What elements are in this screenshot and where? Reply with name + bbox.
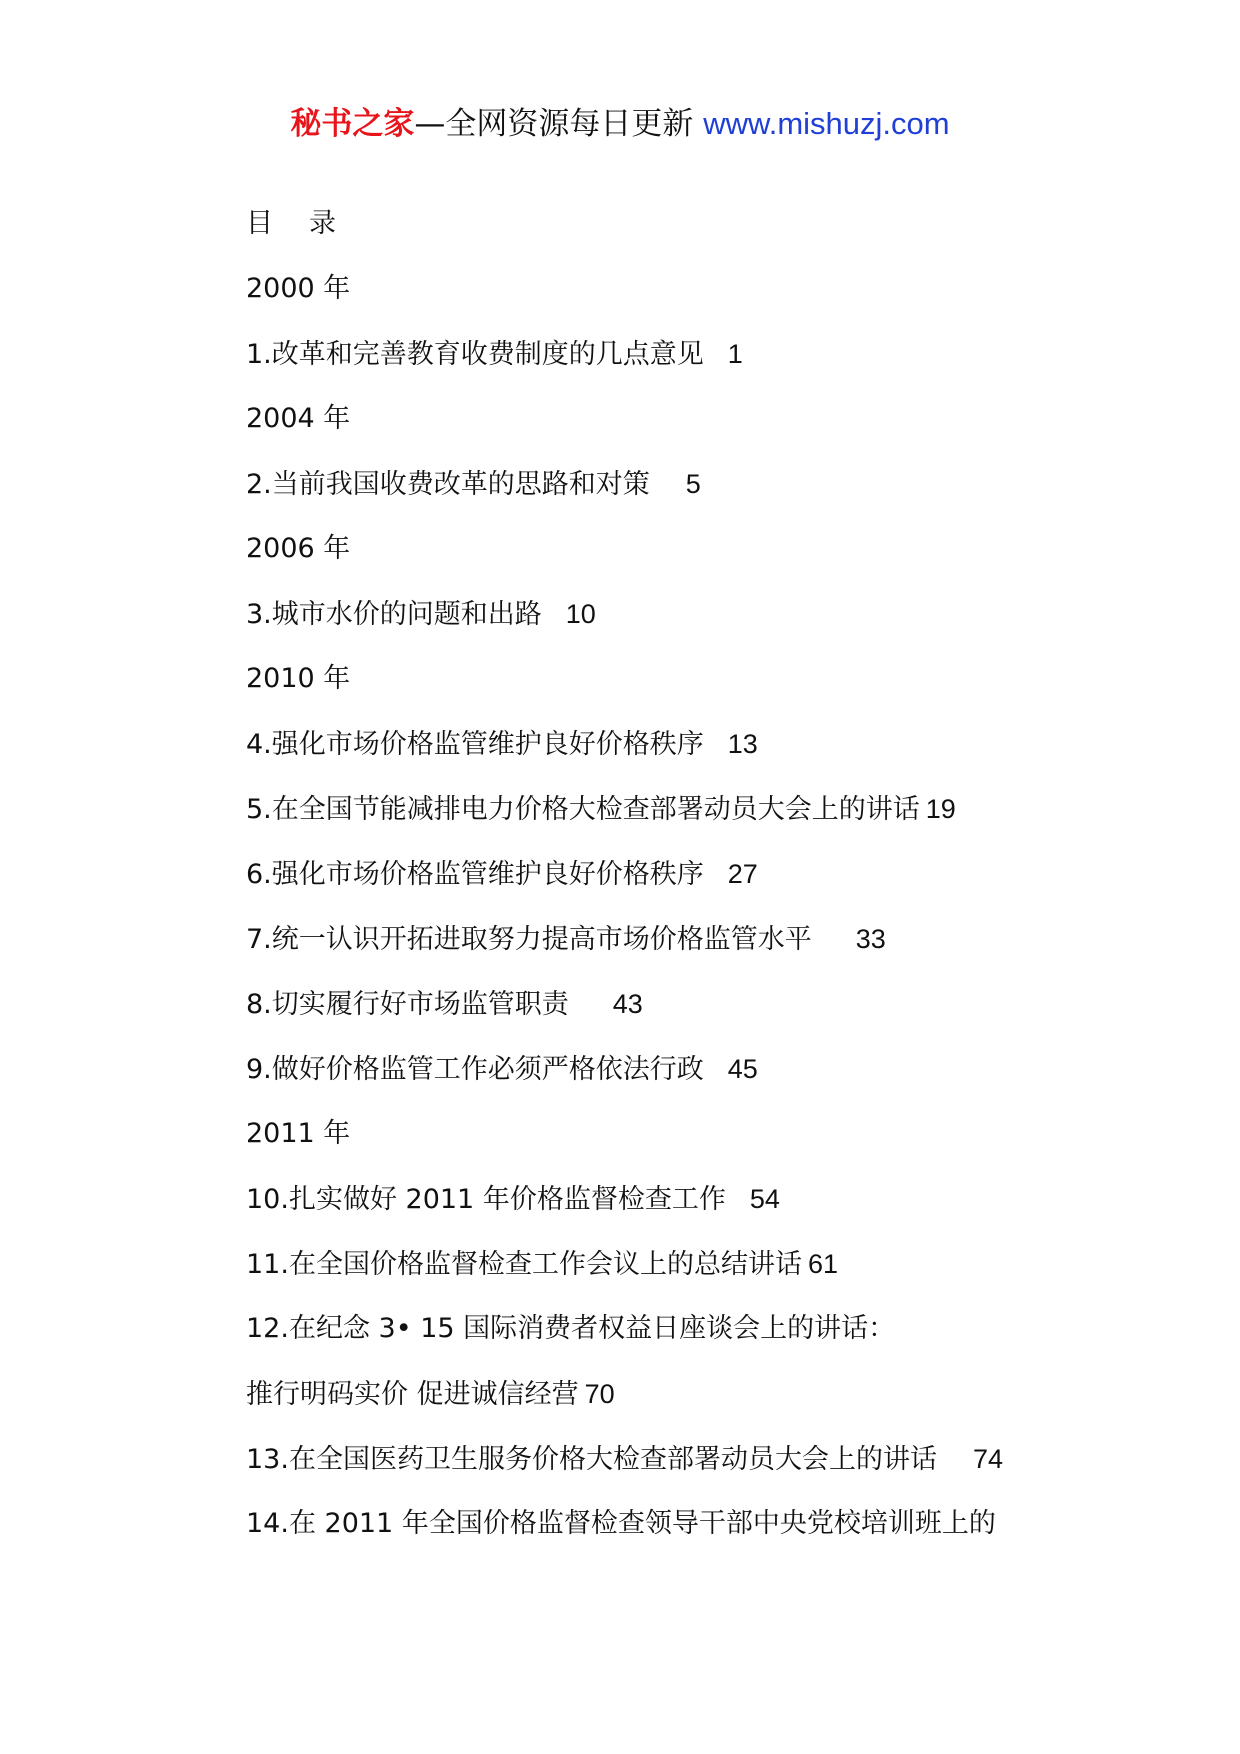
entry-title: 9.做好价格监管工作必须严格依法行政 (246, 1054, 704, 1085)
entry-title: 10.扎实做好 2011 年价格监督检查工作 (246, 1184, 726, 1215)
entry-title: 1.改革和完善教育收费制度的几点意见 (246, 339, 704, 370)
toc-entry[interactable] (246, 1179, 1126, 1244)
entry-page-number: 27 (727, 859, 758, 889)
brand-name: 秘书之家 (290, 106, 415, 142)
table-of-contents (246, 204, 1126, 1569)
entry-title: 7.统一认识开拓进取努力提高市场价格监管水平 (246, 924, 812, 955)
toc-title-char-1: 目 (246, 208, 273, 239)
entry-page-number: 45 (727, 1054, 758, 1084)
entry-title: 推行明码实价 促进诚信经营 (246, 1379, 579, 1410)
toc-year-heading (246, 529, 1126, 594)
toc-entry[interactable] (246, 1244, 1126, 1309)
entry-title: 5.在全国节能减排电力价格大检查部署动员大会上的讲话 (246, 794, 920, 825)
entry-page-number: 5 (685, 469, 701, 499)
toc-entry[interactable] (246, 1504, 1126, 1569)
entry-title: 12.在纪念 3• 15 国际消费者权益日座谈会上的讲话： (246, 1313, 896, 1344)
entry-title: 3.城市水价的问题和出路 (246, 599, 542, 630)
entry-title: 6.强化市场价格监管维护良好价格秩序 (246, 859, 704, 890)
year-label: 2010 年 (246, 663, 351, 694)
toc-title-char-2: 录 (309, 208, 336, 239)
year-label: 2000 年 (246, 273, 351, 304)
entry-title: 11.在全国价格监督检查工作会议上的总结讲话 (246, 1249, 802, 1280)
page-header (0, 102, 1240, 146)
toc-entry[interactable] (246, 1309, 1126, 1374)
toc-title (246, 204, 1126, 269)
header-slogan: —全网资源每日更新 (414, 106, 694, 142)
entry-page-number: 43 (612, 989, 643, 1019)
toc-entry[interactable] (246, 789, 1126, 854)
toc-entry[interactable] (246, 919, 1126, 984)
entry-title: 14.在 2011 年全国价格监督检查领导干部中央党校培训班上的 (246, 1508, 996, 1539)
entry-title: 2.当前我国收费改革的思路和对策 (246, 469, 650, 500)
toc-year-heading (246, 269, 1126, 334)
toc-entry[interactable] (246, 984, 1126, 1049)
toc-entry[interactable] (246, 1439, 1126, 1504)
entry-page-number: 19 (925, 794, 956, 824)
entry-title: 13.在全国医药卫生服务价格大检查部署动员大会上的讲话 (246, 1444, 937, 1475)
toc-entry[interactable] (246, 464, 1126, 529)
entry-page-number: 70 (584, 1379, 615, 1409)
toc-entry[interactable] (246, 1374, 1126, 1439)
toc-entry[interactable] (246, 854, 1126, 919)
entry-page-number: 54 (749, 1184, 780, 1214)
entry-title: 4.强化市场价格监管维护良好价格秩序 (246, 729, 704, 760)
toc-entry[interactable] (246, 594, 1126, 659)
entry-page-number: 13 (727, 729, 758, 759)
entry-page-number: 74 (972, 1444, 1003, 1474)
header-url[interactable]: www.mishuzj.com (703, 106, 950, 141)
toc-entry[interactable] (246, 1049, 1126, 1114)
toc-year-heading (246, 399, 1126, 464)
entry-page-number: 61 (807, 1249, 838, 1279)
entry-page-number: 33 (855, 924, 886, 954)
toc-year-heading (246, 659, 1126, 724)
year-label: 2004 年 (246, 403, 351, 434)
toc-entry[interactable] (246, 724, 1126, 789)
toc-year-heading (246, 1114, 1126, 1179)
entry-page-number: 10 (565, 599, 596, 629)
toc-entry[interactable] (246, 334, 1126, 399)
entry-page-number: 1 (727, 339, 743, 369)
year-label: 2006 年 (246, 533, 351, 564)
year-label: 2011 年 (246, 1118, 351, 1149)
entry-title: 8.切实履行好市场监管职责 (246, 989, 569, 1020)
